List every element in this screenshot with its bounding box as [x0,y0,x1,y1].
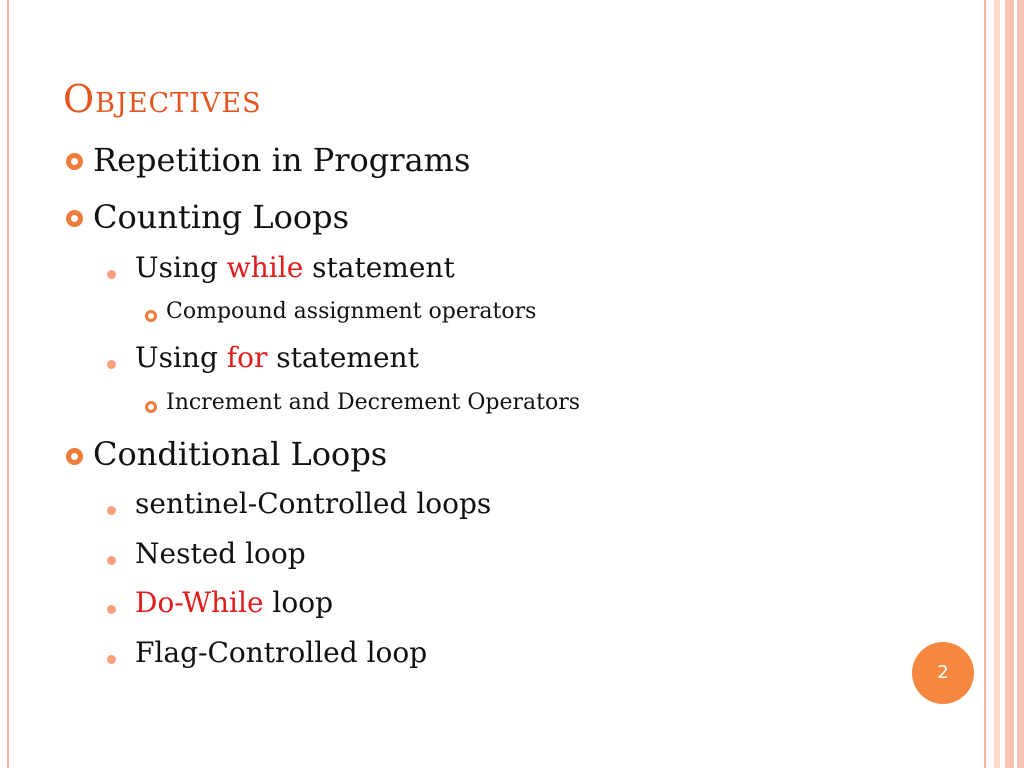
list-item-counting-loops: Counting Loops [93,198,350,236]
small-ring-bullet-icon [145,396,157,415]
keyword-while: while [226,251,304,284]
slide-title: Objectives [63,77,262,121]
list-item-nested-loop: Nested loop [135,537,306,570]
list-item-increment-decrement: Increment and Decrement Operators [166,390,581,415]
item-suffix: loop [263,586,334,619]
ring-bullet-icon [66,208,83,227]
ring-bullet-icon [66,151,83,170]
list-item-conditional-loops: Conditional Loops [93,435,388,473]
list-item-compound-assignment: Compound assignment operators [166,299,537,324]
small-ring-bullet-icon [145,305,157,324]
slide-left-border [0,0,9,768]
list-item-repetition: Repetition in Programs [93,141,471,179]
keyword-do-while: Do-While [135,586,264,619]
list-item-flag-controlled: Flag-Controlled loop [135,636,428,669]
item-suffix: statement [303,251,455,284]
item-prefix: Using [135,341,227,374]
ring-bullet-icon [66,446,83,465]
item-prefix: Using [135,251,227,284]
list-item-sentinel: sentinel-Controlled loops [135,487,492,520]
slide-right-stripes [980,0,1024,768]
page-number-badge: 2 [912,642,974,704]
keyword-for: for [226,341,268,374]
dot-bullet-icon [107,599,116,618]
list-item-using-for [135,341,419,375]
dot-bullet-icon [107,500,116,519]
dot-bullet-icon [107,264,116,283]
dot-bullet-icon [107,550,116,569]
item-suffix: statement [267,341,419,374]
list-item-do-while [135,586,333,620]
dot-bullet-icon [107,649,116,668]
list-item-using-while [135,251,455,285]
dot-bullet-icon [107,354,116,373]
